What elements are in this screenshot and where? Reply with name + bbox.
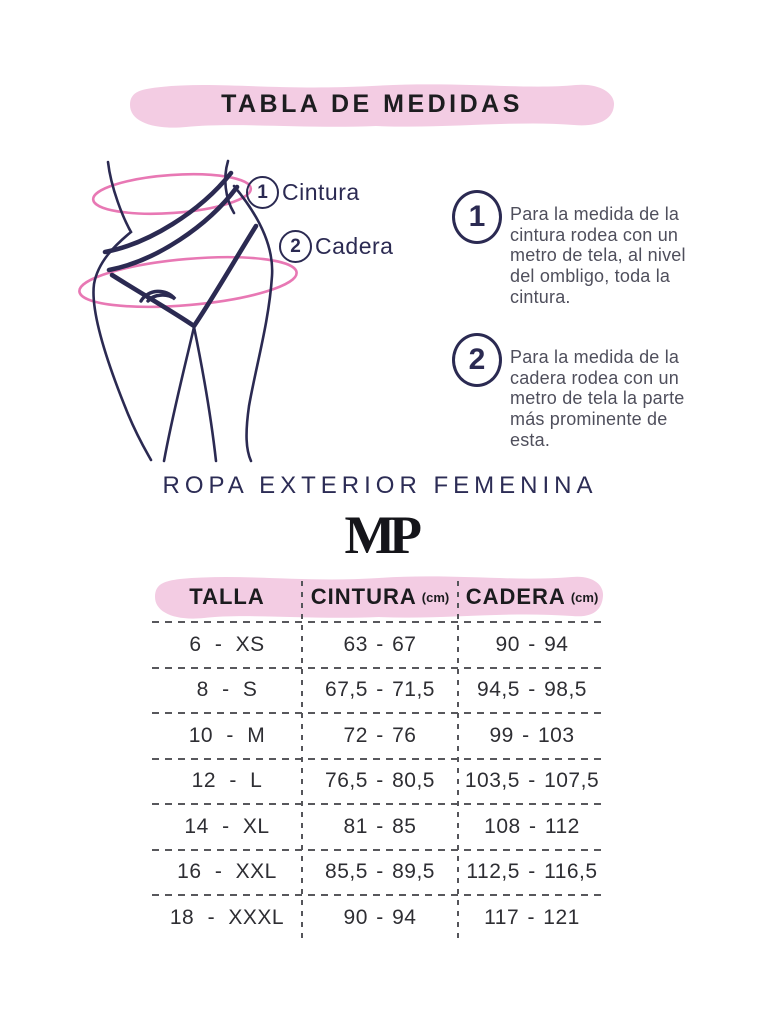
size-table [152, 572, 606, 941]
cell-talla: 14 - XL [184, 814, 270, 838]
cell-cintura: 63 - 67 [343, 632, 417, 656]
callout-1-label: Cintura [282, 179, 360, 205]
table-row [152, 714, 606, 758]
callout-cadera [279, 230, 393, 263]
cell-cintura: 85,5 - 89,5 [325, 860, 435, 884]
cell-talla: 16 - XXL [177, 860, 277, 884]
table-row-group [152, 849, 606, 895]
cell-cadera: 117 - 121 [484, 905, 580, 929]
header-cintura-label: CINTURA [310, 584, 417, 609]
table-row-group [152, 803, 606, 849]
table-row [152, 805, 606, 849]
table-row [152, 623, 606, 667]
header-talla-label: TALLA [189, 584, 265, 609]
cell-cadera: 99 - 103 [489, 723, 575, 747]
callout-1-number-circle: 1 [246, 176, 279, 209]
section-heading: ROPA EXTERIOR FEMENINA [162, 472, 598, 499]
cell-talla: 18 - XXXL [169, 905, 285, 929]
cell-cadera: 112,5 - 116,5 [466, 860, 598, 884]
instruction-1-text: Para la medida de la cintura rodea con un metro de tela, al nivel del ombligo, toda la cintura. [510, 204, 686, 307]
instruction-1-number-circle: 1 [452, 190, 502, 244]
cell-cadera: 108 - 112 [484, 814, 580, 838]
table-body [152, 621, 606, 940]
callout-2-number-circle: 2 [279, 230, 312, 263]
column-separator-1 [301, 575, 303, 938]
cell-cintura: 90 - 94 [343, 905, 417, 929]
table-row [152, 851, 606, 895]
cell-cadera: 94,5 - 98,5 [477, 678, 587, 702]
title-banner [126, 78, 618, 130]
table-row [152, 896, 606, 940]
cell-talla: 10 - M [188, 723, 266, 747]
cell-talla: 12 - L [191, 769, 263, 793]
cell-cadera: 90 - 94 [495, 632, 569, 656]
table-row [152, 669, 606, 713]
header-cell-talla [152, 572, 302, 622]
page-title: TABLA DE MEDIDAS [221, 89, 523, 118]
table-row-group [152, 712, 606, 758]
callout-cintura [246, 176, 360, 209]
cell-cintura: 72 - 76 [343, 723, 417, 747]
table-row [152, 760, 606, 804]
brand-logo: MP [344, 505, 416, 565]
cell-cintura: 76,5 - 80,5 [325, 769, 435, 793]
table-row-group [152, 758, 606, 804]
cell-cintura: 67,5 - 71,5 [325, 678, 435, 702]
header-cintura-unit: (cm) [421, 589, 450, 605]
instruction-2-number-circle: 2 [452, 333, 502, 387]
column-separator-2 [457, 575, 459, 938]
header-cadera-unit: (cm) [570, 589, 599, 605]
table-row-group [152, 667, 606, 713]
table-header-row [152, 572, 606, 622]
cell-cadera: 103,5 - 107,5 [464, 769, 600, 793]
instruction-2-text: Para la medida de la cadera rodea con un metro de tela la parte más prominente de esta. [510, 347, 685, 450]
header-cadera-label: CADERA [465, 584, 566, 609]
header-cell-cintura [302, 572, 458, 622]
panty-outline [105, 173, 256, 326]
cell-cintura: 81 - 85 [343, 814, 417, 838]
hip-ring [78, 250, 299, 315]
cell-talla: 8 - S [196, 678, 258, 702]
cell-talla: 6 - XS [189, 632, 265, 656]
table-row-group [152, 894, 606, 940]
header-cell-cadera [458, 572, 606, 622]
table-row-group [152, 621, 606, 667]
callout-2-label: Cadera [315, 233, 394, 259]
